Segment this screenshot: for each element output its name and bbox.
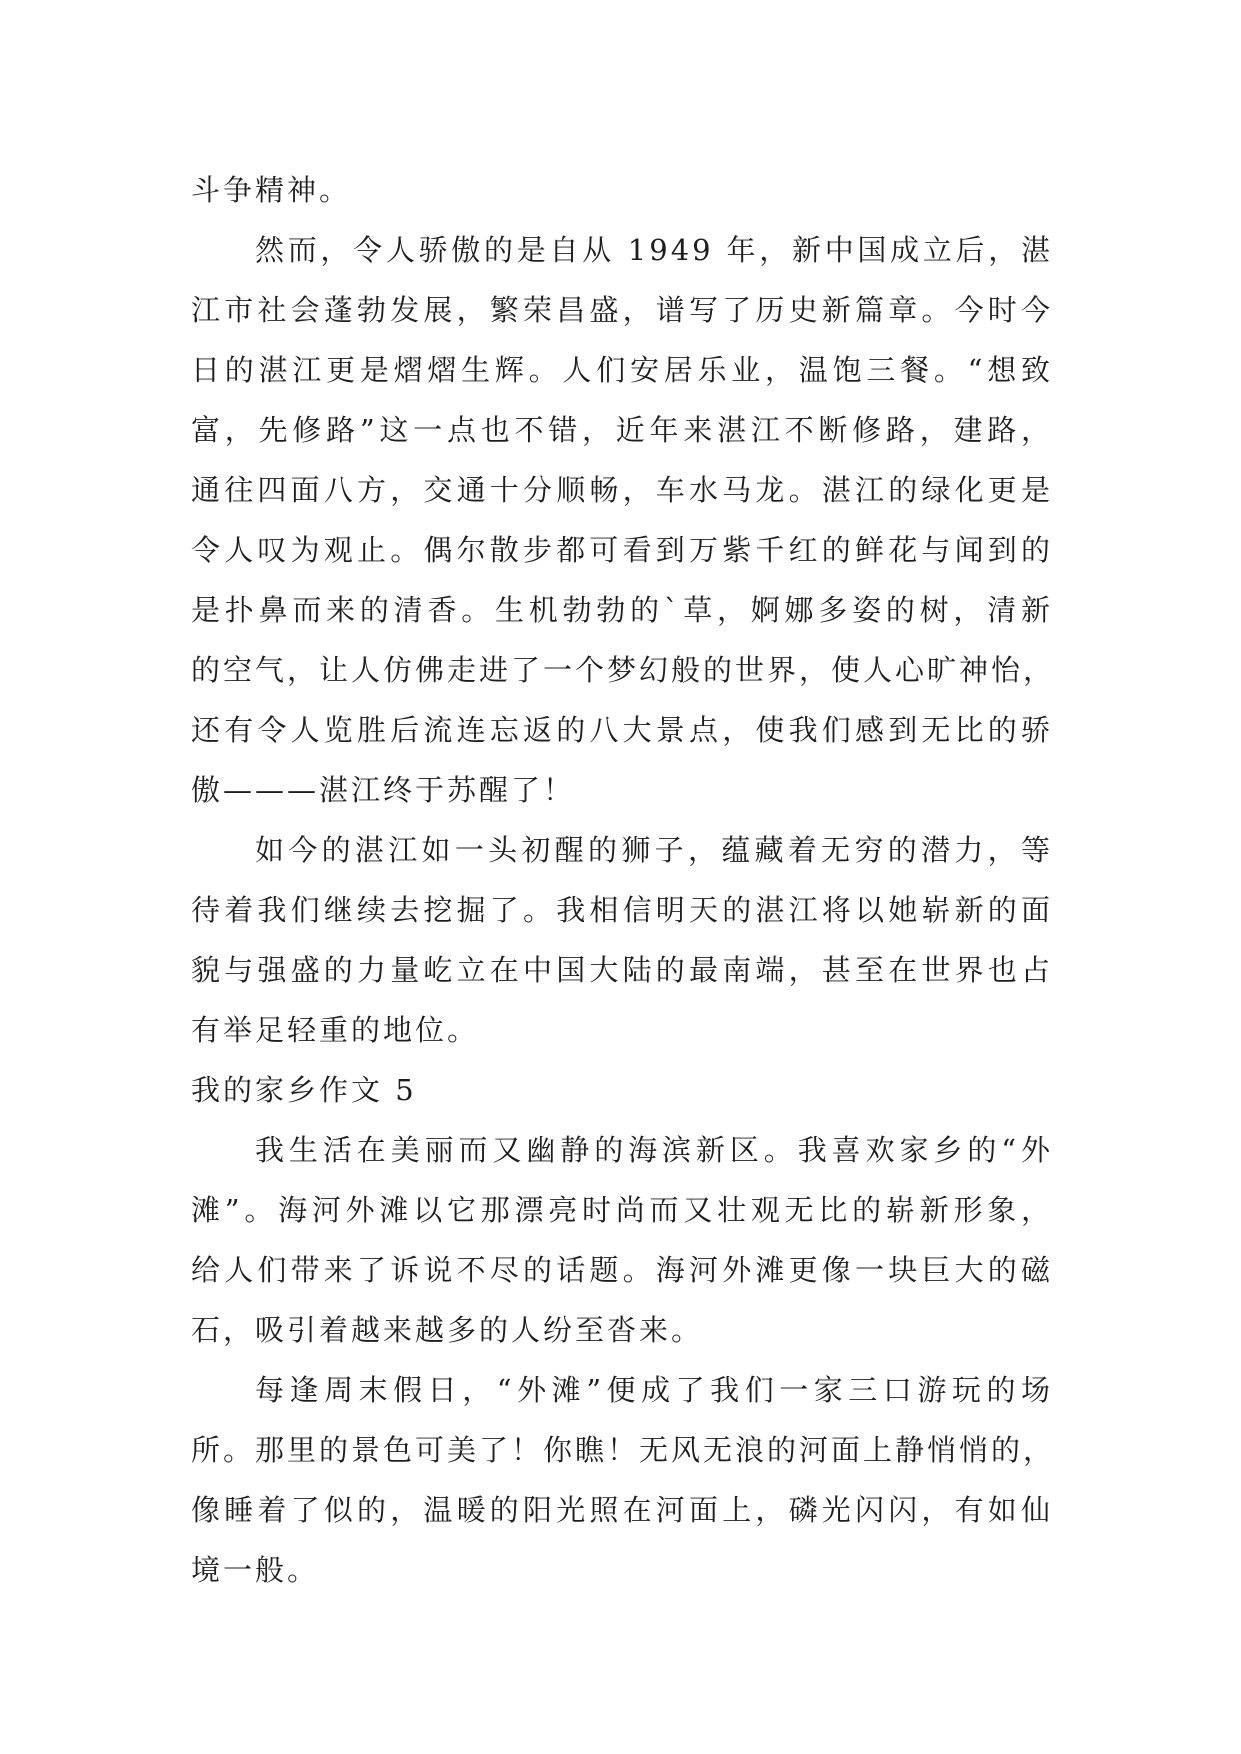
text-line: 我生活在美丽而又幽静的海滨新区。我喜欢家乡的“外	[255, 1133, 1053, 1167]
text-line: 境一般。	[191, 1553, 320, 1587]
heading-text: 我的家乡作文 5	[191, 1073, 417, 1107]
text-line: 石，吸引着越来越多的人纷至沓来。	[191, 1313, 704, 1347]
text-line: 还有令人览胜后流连忘返的八大景点，使我们感到无比的骄	[191, 713, 1053, 747]
text-line: 然而，令人骄傲的是自从 1949 年，新中国成立后，湛	[255, 233, 1053, 267]
paragraph-4	[191, 1120, 1053, 1360]
text-line: 日的湛江更是熠熠生辉。人们安居乐业，温饱三餐。“想致	[191, 353, 1053, 387]
text-line: 斗争精神。	[191, 173, 352, 207]
text-line: 每逢周末假日，“外滩”便成了我们一家三口游玩的场	[255, 1373, 1053, 1407]
document-body	[191, 160, 1056, 1600]
text-line: 是扑鼻而来的清香。生机勃勃的`草，婀娜多姿的树，清新	[191, 593, 1053, 627]
text-line: 像睡着了似的，温暖的阳光照在河面上，磷光闪闪，有如仙	[191, 1493, 1053, 1527]
text-line: 令人叹为观止。偶尔散步都可看到万紫千红的鲜花与闻到的	[191, 533, 1053, 567]
text-line: 所。那里的景色可美了！你瞧！无风无浪的河面上静悄悄的，	[191, 1433, 1056, 1467]
text-line: 的空气，让人仿佛走进了一个梦幻般的世界，使人心旷神怡，	[191, 653, 1056, 687]
section-heading	[191, 1060, 1053, 1120]
text-line: 傲———湛江终于苏醒了！	[191, 773, 576, 807]
paragraph-1	[191, 160, 1053, 220]
paragraph-5	[191, 1360, 1056, 1600]
text-line: 有举足轻重的地位。	[191, 1013, 480, 1047]
text-line: 富，先修路”这一点也不错，近年来湛江不断修路，建路，	[191, 413, 1053, 447]
text-line: 通往四面八方，交通十分顺畅，车水马龙。湛江的绿化更是	[191, 473, 1053, 507]
text-line: 江市社会蓬勃发展，繁荣昌盛，谱写了历史新篇章。今时今	[191, 293, 1053, 327]
text-line: 待着我们继续去挖掘了。我相信明天的湛江将以她崭新的面	[191, 893, 1053, 927]
text-line: 滩”。海河外滩以它那漂亮时尚而又壮观无比的崭新形象，	[191, 1193, 1053, 1227]
paragraph-2	[191, 220, 1056, 820]
text-line: 貌与强盛的力量屹立在中国大陆的最南端，甚至在世界也占	[191, 953, 1053, 987]
text-line: 给人们带来了诉说不尽的话题。海河外滩更像一块巨大的磁	[191, 1253, 1053, 1287]
text-line: 如今的湛江如一头初醒的狮子，蕴藏着无穷的潜力，等	[255, 833, 1053, 867]
paragraph-3	[191, 820, 1053, 1060]
